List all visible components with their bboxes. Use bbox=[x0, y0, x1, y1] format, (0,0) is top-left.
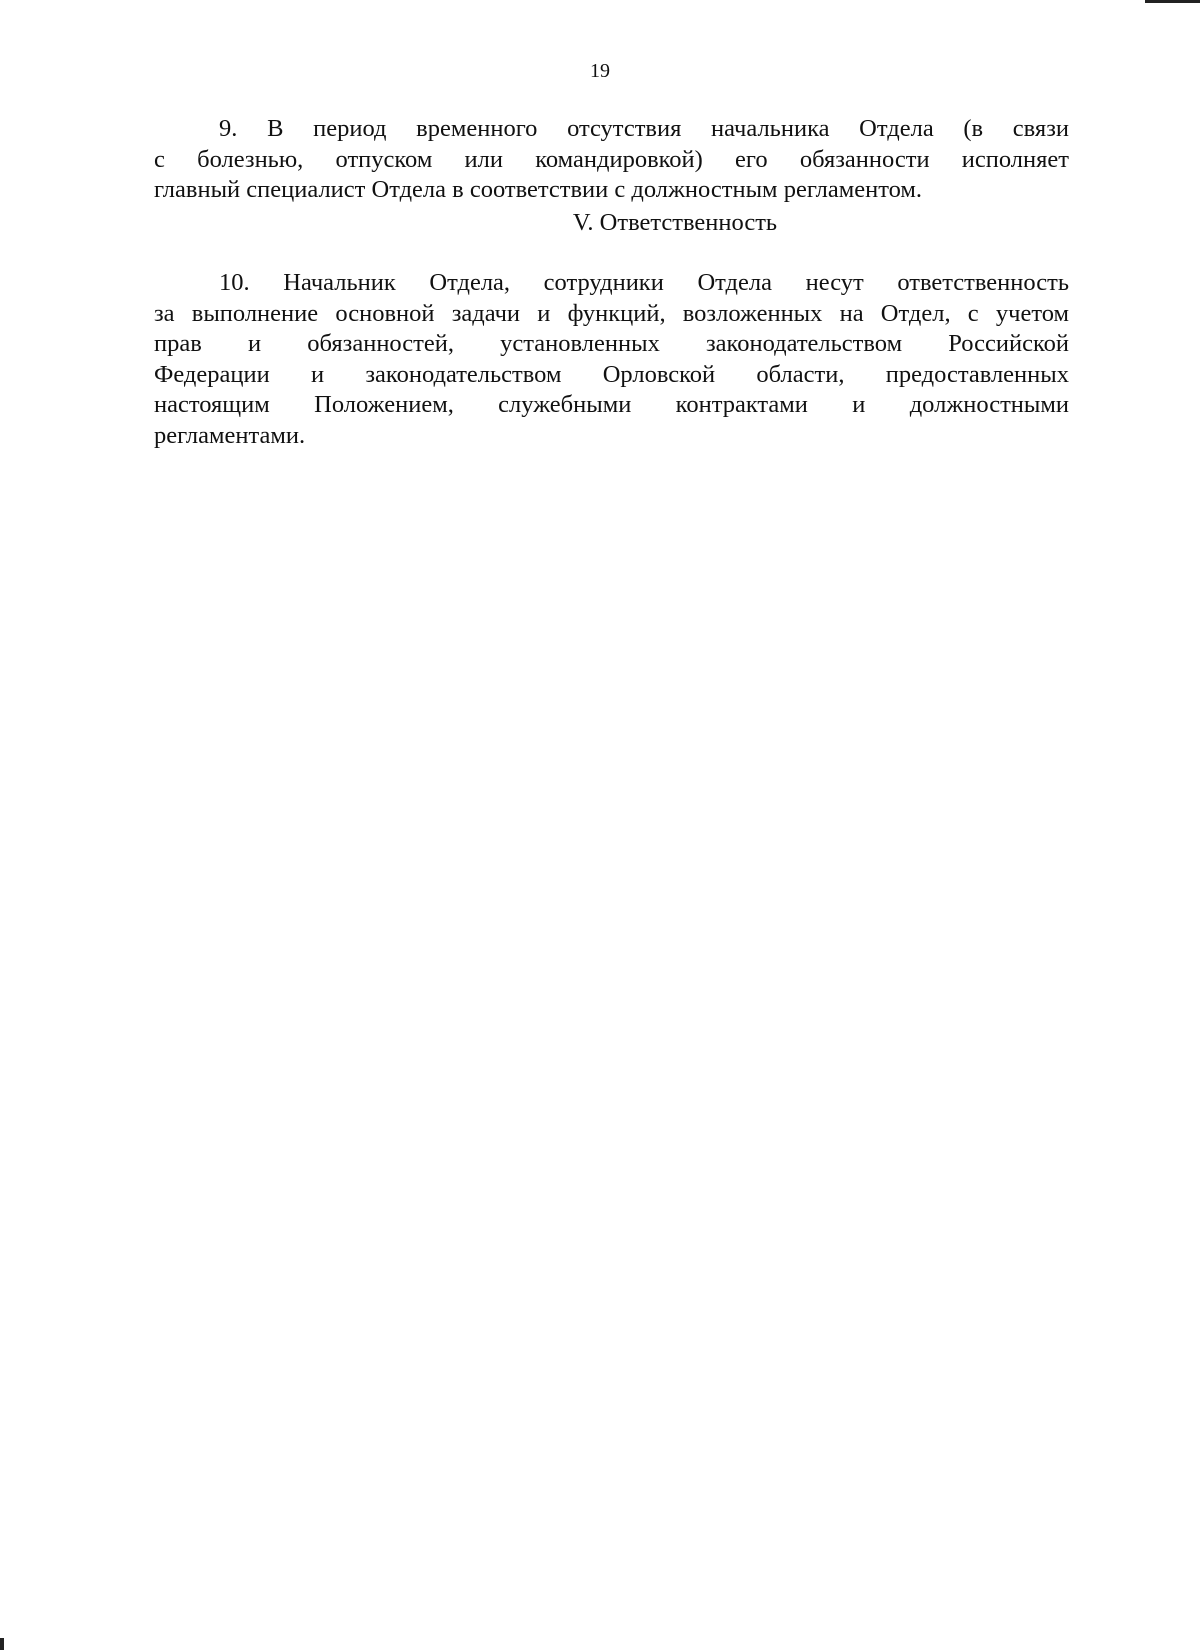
page-number: 19 bbox=[590, 60, 610, 82]
paragraph-10-line: Федерации и законодательством Орловской области, предоставленных bbox=[154, 360, 1069, 388]
paragraph-9-line: 9. В период временного отсутствия начальника Отдела (в связи bbox=[219, 115, 1069, 142]
paragraph-10-line: 10. Начальник Отдела, сотрудники Отдела несут ответственность bbox=[219, 269, 1069, 296]
section-heading: V. Ответственность bbox=[572, 209, 778, 236]
paragraph-9-line: с болезнью, отпуском или командировкой) его обязанности исполняет bbox=[154, 145, 1069, 173]
paragraph-9 bbox=[154, 114, 1069, 206]
paragraph-10-line: регламентами. bbox=[154, 421, 306, 449]
scan-edge-mark bbox=[1145, 0, 1200, 3]
paragraph-9-line: главный специалист Отдела в соответствии с должностным регламентом. bbox=[154, 176, 923, 203]
paragraph-10-line: за выполнение основной задачи и функций, возложенных на Отдел, с учетом bbox=[154, 299, 1069, 327]
paragraph-10-line: настоящим Положением, служебными контрактами и должностными bbox=[154, 391, 1069, 418]
scan-edge-mark bbox=[0, 1638, 4, 1650]
paragraph-10-line: прав и обязанностей, установленных законодательством Российской bbox=[154, 330, 1069, 357]
paragraph-10 bbox=[154, 268, 1069, 451]
